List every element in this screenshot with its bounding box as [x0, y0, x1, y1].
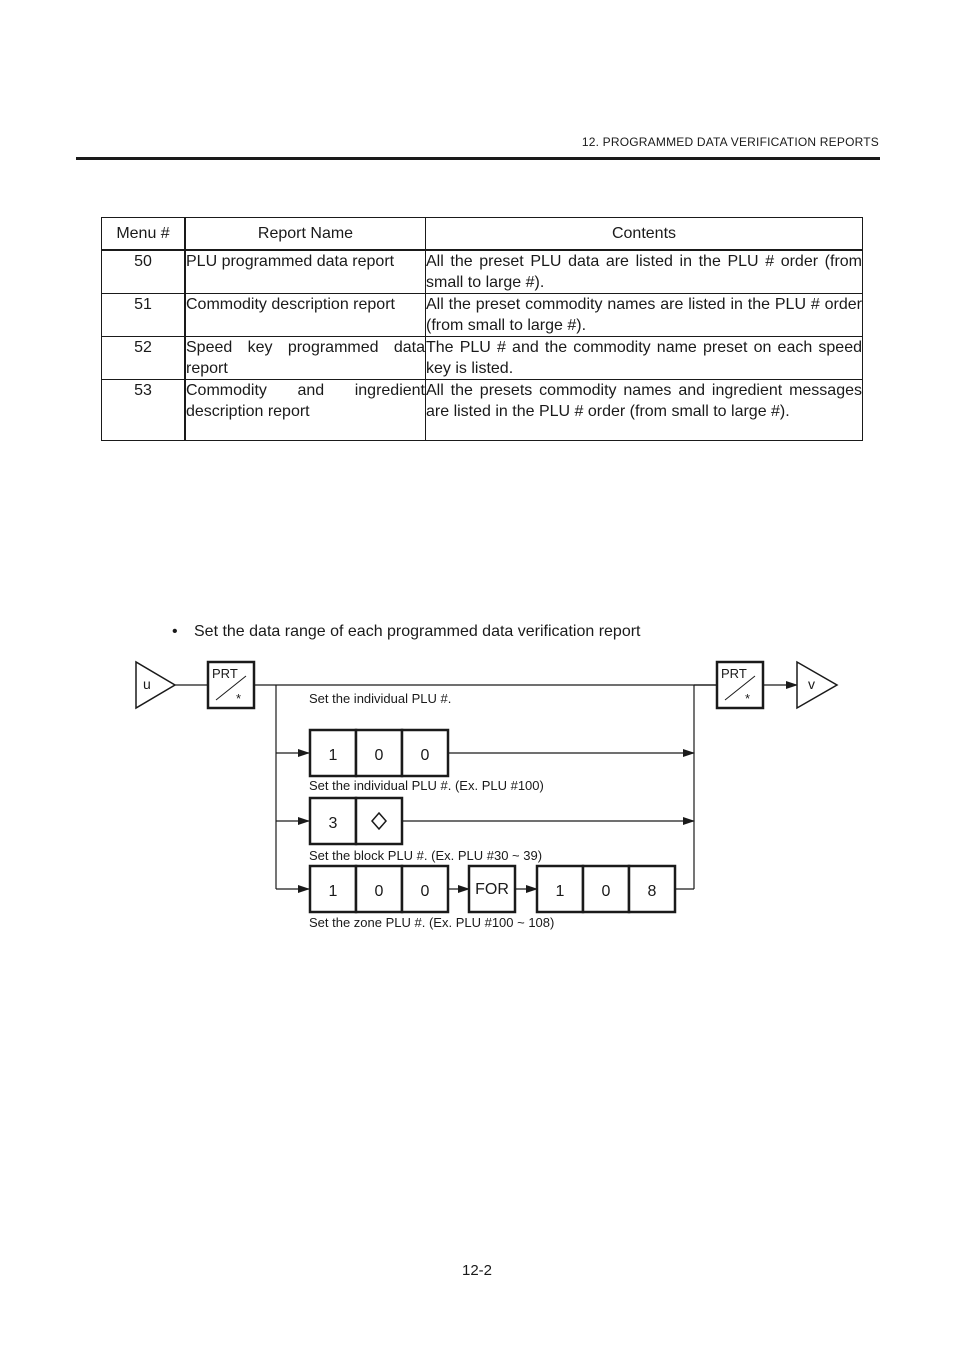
label-block-example: Set the block PLU #. (Ex. PLU #30 ~ 39)	[309, 848, 543, 863]
report-contents: All the presets commodity names and ingredient messages are listed in the PLU # order (from small to large #).	[426, 380, 863, 441]
zone-end-keys	[537, 866, 675, 912]
prt-key-star: *	[236, 691, 242, 706]
key-digit: 0	[420, 883, 430, 900]
report-name: Speed key programmed data report	[185, 337, 426, 380]
start-node	[136, 662, 175, 708]
label-zone-example: Set the zone PLU #. (Ex. PLU #100 ~ 108)	[309, 915, 555, 930]
page-number: 12-2	[461, 1262, 493, 1279]
report-contents: All the preset PLU data are listed in the PLU # order (from small to large #).	[426, 250, 863, 294]
header-contents: Contents	[426, 218, 863, 251]
menu-number: 50	[102, 250, 186, 294]
instruction-text: Set the data range of each programmed data verification report	[194, 623, 641, 640]
label-individual: Set the individual PLU #.	[309, 691, 452, 706]
end-node-label: v	[808, 676, 815, 692]
key-digit: 1	[328, 883, 338, 900]
key-digit: 1	[328, 747, 338, 764]
menu-number: 53	[102, 380, 186, 441]
report-contents: All the preset commodity names are listed in the PLU # order (from small to large #).	[426, 294, 863, 337]
label-individual-example: Set the individual PLU #. (Ex. PLU #100)	[309, 778, 544, 793]
prt-key-star: *	[745, 691, 751, 706]
header-menu: Menu #	[102, 218, 186, 251]
block-plu-keys	[310, 798, 402, 844]
report-name: Commodity description report	[185, 294, 426, 337]
key-digit: 0	[374, 883, 384, 900]
menu-number: 52	[102, 337, 186, 380]
individual-plu-keys	[310, 730, 448, 776]
zone-plu-keys	[310, 866, 448, 912]
prt-key-label: PRT	[721, 666, 747, 681]
running-header: 12. PROGRAMMED DATA VERIFICATION REPORTS	[581, 135, 879, 149]
prt-key-label: PRT	[212, 666, 238, 681]
bullet-icon: •	[172, 623, 178, 640]
start-node-label: u	[143, 676, 151, 692]
key-digit: 0	[601, 883, 611, 900]
key-digit: 8	[647, 883, 657, 900]
report-contents: The PLU # and the commodity name preset on each speed key is listed.	[426, 337, 863, 380]
prt-key-right	[717, 662, 763, 708]
prt-key-left	[208, 662, 254, 708]
end-node	[797, 662, 837, 708]
for-key-label: FOR	[475, 881, 509, 898]
key-digit: 1	[555, 883, 565, 900]
key-digit: 0	[374, 747, 384, 764]
key-digit: 0	[420, 747, 430, 764]
report-name: PLU programmed data report	[185, 250, 426, 294]
menu-number: 51	[102, 294, 186, 337]
report-name: Commodity and ingredient description report	[185, 380, 426, 441]
header-report-name: Report Name	[185, 218, 426, 251]
key-digit: 3	[328, 815, 338, 832]
for-key	[469, 866, 515, 912]
